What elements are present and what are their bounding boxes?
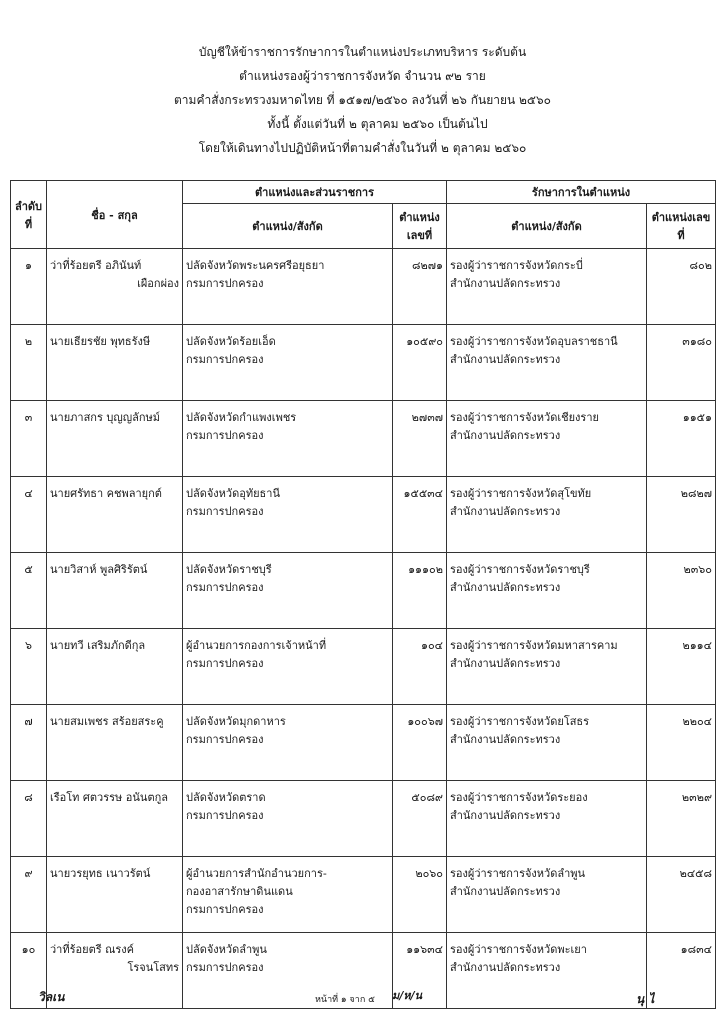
person-surname: โรจนโสทร xyxy=(127,961,179,974)
appointment-table xyxy=(10,180,716,1009)
person-name: นายเธียรชัย พุทธรังษี xyxy=(50,335,151,348)
acting-position-title: รองผู้ว่าราชการจังหวัดกระบี่ xyxy=(450,259,583,272)
position-title: ปลัดจังหวัดตราด xyxy=(186,791,266,804)
cell-position xyxy=(183,249,393,325)
cell-acting-position-number xyxy=(647,249,716,325)
cell-acting-position-number xyxy=(647,705,716,781)
acting-position-department: สำนักงานปลัดกระทรวง xyxy=(450,961,561,974)
acting-position-title: รองผู้ว่าราชการจังหวัดลำพูน xyxy=(450,867,586,880)
cell-acting-position-number xyxy=(647,629,716,705)
cell-acting-position-number xyxy=(647,325,716,401)
acting-position-number: ๒๓๖๐ xyxy=(683,563,712,576)
position-number: ๘๒๗๑ xyxy=(412,259,443,272)
table-row xyxy=(11,325,716,401)
cell-position xyxy=(183,857,393,933)
cell-no xyxy=(11,401,47,477)
acting-position-department: สำนักงานปลัดกระทรวง xyxy=(450,657,561,670)
table-row xyxy=(11,781,716,857)
position-department-extra: กรมการปกครอง xyxy=(186,903,264,916)
cell-position xyxy=(183,781,393,857)
col-header-acting-position-number: ตำแหน่งเลขที่ xyxy=(647,204,716,249)
table-row xyxy=(11,401,716,477)
header-title: บัญชีให้ข้าราชการรักษาการในตำแหน่งประเภทบริหาร ระดับต้น xyxy=(198,45,527,59)
acting-position-number: ๘๐๒ xyxy=(689,259,712,272)
position-department: กรมการปกครอง xyxy=(186,961,264,974)
position-number: ๑๕๕๓๔ xyxy=(403,487,443,500)
acting-position-number: ๒๔๕๘ xyxy=(679,867,712,880)
position-title: ปลัดจังหวัดกำแพงเพชร xyxy=(186,411,297,424)
person-name: ว่าที่ร้อยตรี ณรงค์ xyxy=(50,943,134,956)
position-number: ๑๐๐๖๗ xyxy=(407,715,443,728)
acting-position-title: รองผู้ว่าราชการจังหวัดระยอง xyxy=(450,791,588,804)
acting-position-title: รองผู้ว่าราชการจังหวัดสุโขทัย xyxy=(450,487,592,500)
acting-position-department: สำนักงานปลัดกระทรวง xyxy=(450,809,561,822)
initial-mid: ม/ห/น xyxy=(392,989,423,1002)
cell-name xyxy=(47,477,183,553)
initial-right: นุ ไ xyxy=(636,992,655,1006)
position-number: ๑๐๔ xyxy=(420,639,443,652)
cell-position xyxy=(183,629,393,705)
acting-position-department: สำนักงานปลัดกระทรวง xyxy=(450,277,561,290)
acting-position-department: สำนักงานปลัดกระทรวง xyxy=(450,505,561,518)
cell-acting-position xyxy=(447,553,647,629)
acting-position-number: ๓๑๘๐ xyxy=(682,335,712,348)
acting-position-department: สำนักงานปลัดกระทรวง xyxy=(450,429,561,442)
position-title: ปลัดจังหวัดอุทัยธานี xyxy=(186,487,280,500)
header-order-reference: ตามคำสั่งกระทรวงมหาดไทย ที่ ๑๕๑๗/๒๕๖๐ ลงวันที่ ๒๖ กันยายน ๒๕๖๐ xyxy=(174,93,551,107)
col-header-position-number: ตำแหน่งเลขที่ xyxy=(393,204,447,249)
cell-position-number xyxy=(393,325,447,401)
cell-acting-position-number xyxy=(647,781,716,857)
cell-name xyxy=(47,933,183,1009)
cell-no xyxy=(11,249,47,325)
acting-position-title: รองผู้ว่าราชการจังหวัดพะเยา xyxy=(450,943,587,956)
cell-acting-position-number xyxy=(647,553,716,629)
cell-acting-position xyxy=(447,629,647,705)
cell-name xyxy=(47,857,183,933)
cell-acting-position-number xyxy=(647,857,716,933)
col-header-acting-position: ตำแหน่ง/สังกัด xyxy=(447,204,647,249)
table-row xyxy=(11,705,716,781)
cell-no xyxy=(11,857,47,933)
position-number: ๒๗๓๗ xyxy=(411,411,443,424)
cell-position-number xyxy=(393,705,447,781)
person-name: นายภาสกร บุญญลักษม์ xyxy=(50,411,160,424)
cell-acting-position-number xyxy=(647,477,716,553)
table-row xyxy=(11,249,716,325)
row-number: ๗ xyxy=(24,715,33,728)
cell-no xyxy=(11,629,47,705)
cell-no xyxy=(11,477,47,553)
row-number: ๒ xyxy=(24,335,33,348)
col-header-name: ชื่อ - สกุล xyxy=(47,181,183,249)
position-department: กองอาสารักษาดินแดน xyxy=(186,885,293,898)
acting-position-title: รองผู้ว่าราชการจังหวัดยโสธร xyxy=(450,715,590,728)
row-number: ๖ xyxy=(25,639,32,652)
row-number: ๕ xyxy=(24,563,33,576)
cell-position xyxy=(183,553,393,629)
cell-position xyxy=(183,401,393,477)
acting-position-number: ๑๘๓๔ xyxy=(680,943,712,956)
position-title: ปลัดจังหวัดลำพูน xyxy=(186,943,267,956)
cell-acting-position xyxy=(447,477,647,553)
table-row xyxy=(11,553,716,629)
cell-name xyxy=(47,249,183,325)
col-group-current-position: ตำแหน่งและส่วนราชการ xyxy=(183,181,447,204)
position-title: ผู้อำนวยการกองการเจ้าหน้าที่ xyxy=(186,639,327,652)
person-name: เรือโท ศตวรรษ อนันตกูล xyxy=(50,791,168,804)
position-title: ปลัดจังหวัดราชบุรี xyxy=(186,563,272,576)
cell-position-number xyxy=(393,857,447,933)
cell-position xyxy=(183,705,393,781)
acting-position-number: ๑๑๕๑ xyxy=(682,411,712,424)
position-department: กรมการปกครอง xyxy=(186,505,264,518)
position-number: ๑๑๑๐๒ xyxy=(408,563,443,576)
cell-acting-position xyxy=(447,325,647,401)
cell-no xyxy=(11,781,47,857)
position-title: ผู้อำนวยการสำนักอำนวยการ- xyxy=(186,867,327,880)
row-number: ๘ xyxy=(24,791,33,804)
position-department: กรมการปกครอง xyxy=(186,353,264,366)
col-header-no: ลำดับที่ xyxy=(11,181,47,249)
position-number: ๕๐๘๙ xyxy=(411,791,443,804)
cell-name xyxy=(47,629,183,705)
table-row xyxy=(11,629,716,705)
acting-position-title: รองผู้ว่าราชการจังหวัดเชียงราย xyxy=(450,411,599,424)
col-header-position: ตำแหน่ง/สังกัด xyxy=(183,204,393,249)
initial-left: วิลเน xyxy=(38,990,65,1004)
position-number: ๑๐๕๙๐ xyxy=(406,335,443,348)
table-row xyxy=(11,857,716,933)
person-name: นายศรัทธา คชพลายุกต์ xyxy=(50,487,162,500)
cell-position-number xyxy=(393,629,447,705)
cell-name xyxy=(47,553,183,629)
cell-acting-position xyxy=(447,781,647,857)
cell-position-number xyxy=(393,781,447,857)
acting-position-number: ๒๓๒๙ xyxy=(681,791,712,804)
cell-name xyxy=(47,325,183,401)
position-department: กรมการปกครอง xyxy=(186,733,264,746)
cell-acting-position xyxy=(447,249,647,325)
document-header xyxy=(0,40,725,160)
person-name: นายทวี เสริมภักดีกุล xyxy=(50,639,146,652)
cell-position-number xyxy=(393,249,447,325)
cell-no xyxy=(11,705,47,781)
person-name: ว่าที่ร้อยตรี อภินันท์ xyxy=(50,259,142,272)
header-report-date: โดยให้เดินทางไปปฏิบัติหน้าที่ตามคำสั่งในวันที่ ๒ ตุลาคม ๒๕๖๐ xyxy=(198,141,527,155)
person-surname: เผือกผ่อง xyxy=(137,277,179,290)
cell-acting-position xyxy=(447,705,647,781)
position-department: กรมการปกครอง xyxy=(186,657,264,670)
row-number: ๓ xyxy=(24,411,33,424)
cell-acting-position-number xyxy=(647,933,716,1009)
cell-acting-position-number xyxy=(647,401,716,477)
acting-position-title: รองผู้ว่าราชการจังหวัดอุบลราชธานี xyxy=(450,335,618,348)
acting-position-title: รองผู้ว่าราชการจังหวัดราชบุรี xyxy=(450,563,590,576)
cell-acting-position xyxy=(447,933,647,1009)
position-department: กรมการปกครอง xyxy=(186,429,264,442)
position-title: ปลัดจังหวัดมุกดาหาร xyxy=(186,715,286,728)
cell-no xyxy=(11,325,47,401)
col-group-acting-position: รักษาการในตำแหน่ง xyxy=(447,181,716,204)
cell-position-number xyxy=(393,553,447,629)
position-department: กรมการปกครอง xyxy=(186,581,264,594)
cell-position xyxy=(183,477,393,553)
cell-position-number xyxy=(393,401,447,477)
position-department: กรมการปกครอง xyxy=(186,809,264,822)
table-row xyxy=(11,477,716,553)
acting-position-department: สำนักงานปลัดกระทรวง xyxy=(450,581,561,594)
cell-name xyxy=(47,401,183,477)
acting-position-department: สำนักงานปลัดกระทรวง xyxy=(450,353,561,366)
cell-no xyxy=(11,553,47,629)
cell-position-number xyxy=(393,477,447,553)
position-number: ๑๑๖๓๔ xyxy=(406,943,443,956)
cell-name xyxy=(47,705,183,781)
header-effective-date: ทั้งนี้ ตั้งแต่วันที่ ๒ ตุลาคม ๒๕๖๐ เป็นต้นไป xyxy=(267,117,488,131)
cell-acting-position xyxy=(447,857,647,933)
page-number: หน้าที่ ๑ จาก ๕ xyxy=(315,995,375,1005)
person-name: นายสมเพชร สร้อยสระคู xyxy=(50,715,164,728)
acting-position-department: สำนักงานปลัดกระทรวง xyxy=(450,885,561,898)
acting-position-department: สำนักงานปลัดกระทรวง xyxy=(450,733,561,746)
acting-position-number: ๒๘๒๗ xyxy=(680,487,712,500)
acting-position-number: ๒๒๐๔ xyxy=(682,715,712,728)
person-name: นายวรยุทธ เนาวรัตน์ xyxy=(50,867,151,880)
row-number: ๑๐ xyxy=(21,943,36,956)
acting-position-title: รองผู้ว่าราชการจังหวัดมหาสารคาม xyxy=(450,639,618,652)
acting-position-number: ๒๑๑๔ xyxy=(682,639,712,652)
person-name: นายวิสาห์ พูลศิริรัตน์ xyxy=(50,563,148,576)
position-number: ๒๐๖๐ xyxy=(415,867,443,880)
cell-position xyxy=(183,325,393,401)
row-number: ๙ xyxy=(24,867,33,880)
position-department: กรมการปกครอง xyxy=(186,277,264,290)
header-position-count: ตำแหน่งรองผู้ว่าราชการจังหวัด จำนวน ๙๒ ราย xyxy=(239,69,486,83)
row-number: ๑ xyxy=(25,259,32,272)
cell-acting-position xyxy=(447,401,647,477)
row-number: ๔ xyxy=(24,487,33,500)
position-title: ปลัดจังหวัดพระนครศรีอยุธยา xyxy=(186,259,325,272)
cell-name xyxy=(47,781,183,857)
position-title: ปลัดจังหวัดร้อยเอ็ด xyxy=(186,335,276,348)
